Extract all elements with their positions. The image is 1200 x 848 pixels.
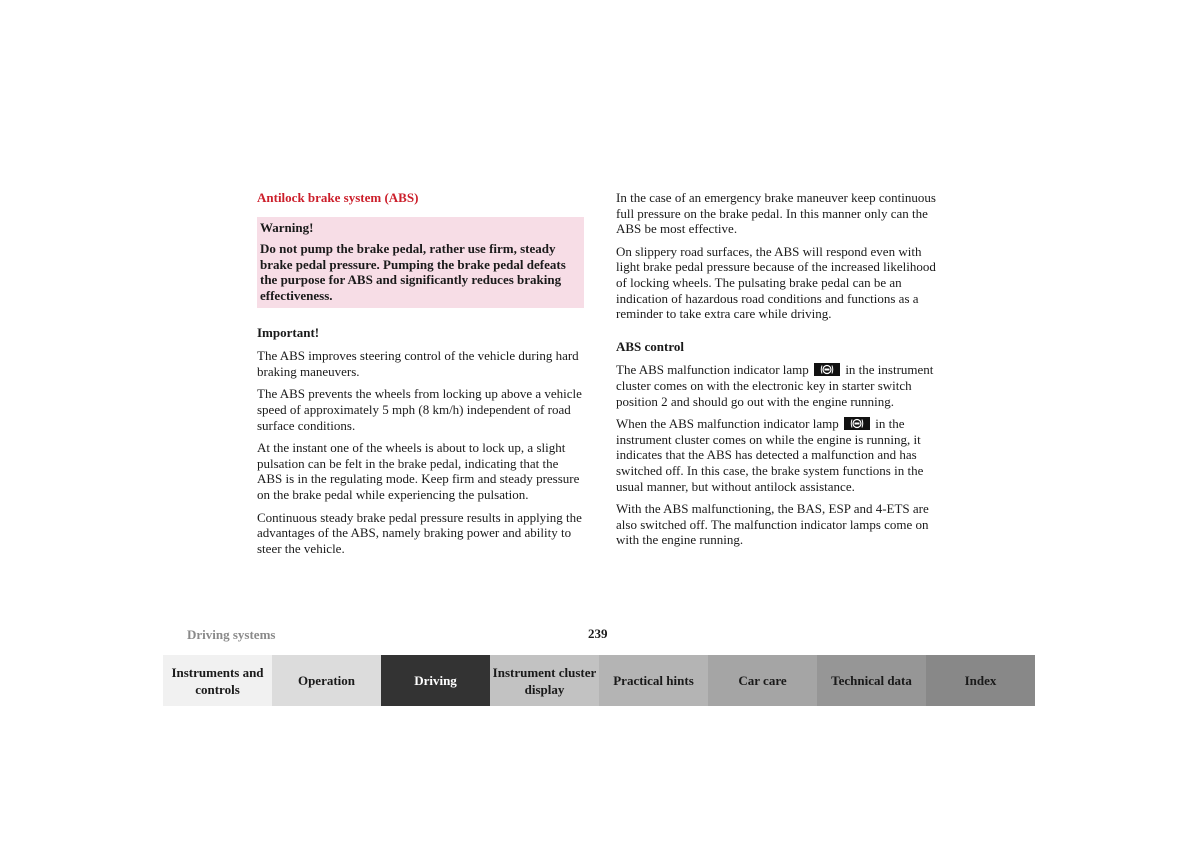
text-segment: The ABS malfunction indicator lamp (616, 362, 809, 378)
abs-control-heading: ABS control (616, 338, 685, 354)
left-column (257, 188, 585, 563)
paragraph: On slippery road surfaces, the ABS will respond even with light brake pedal pressure because of the increased likelihood of locking wheels. The pulsating brake pedal can be an indication of hazardous road conditions and functions as a reminder to take extra care while driving. (616, 243, 936, 322)
tab-practical-hints[interactable]: Practical hints (599, 655, 708, 706)
tab-instrument-cluster-display[interactable]: Instrument cluster display (490, 655, 599, 706)
tab-instruments-and-controls[interactable]: Instruments and controls (163, 655, 272, 706)
warning-body: Do not pump the brake pedal, rather use firm, steady brake pedal pressure. Pumping the brake pedal defeats the purpose for ABS and significantly reduces braking effectiveness. (260, 241, 566, 303)
tab-technical-data[interactable]: Technical data (817, 655, 926, 706)
paragraph: Continuous steady brake pedal pressure results in applying the advantages of the ABS, namely braking power and ability to steer the vehicle. (257, 509, 582, 556)
section-title: Antilock brake system (ABS) (257, 190, 419, 205)
abs-paragraph-2 (616, 416, 944, 494)
page-number: 239 (588, 626, 608, 641)
tab-driving[interactable]: Driving (381, 655, 490, 706)
paragraph: At the instant one of the wheels is about to lock up, a slight pulsation can be felt in the brake pedal, indicating that the ABS is in the regulating mode. Keep firm and steady pressure on the brake pedal while experiencing the pulsation. (257, 440, 580, 502)
abs-paragraph-3: With the ABS malfunctioning, the BAS, ESP and 4-ETS are also switched off. The malfunction indicator lamps come on with the engine running. (616, 501, 929, 548)
paragraph: In the case of an emergency brake maneuver keep continuous full pressure on the brake pedal. In this manner only can the ABS be most effective. (616, 190, 936, 237)
abs-indicator-lamp-icon (814, 363, 840, 376)
text-segment: When the ABS malfunction indicator lamp (616, 416, 839, 432)
tab-car-care[interactable]: Car care (708, 655, 817, 706)
text-segment: in the instrument cluster comes on with the electronic key in starter switch position 2 and should go out with the engine running. (616, 362, 934, 409)
tab-operation[interactable]: Operation (272, 655, 381, 706)
abs-paragraph-1 (616, 362, 944, 409)
abs-indicator-lamp-icon (844, 417, 870, 430)
paragraph: The ABS prevents the wheels from locking up above a vehicle speed of approximately 5 mph (8 km/h) independent of road surface conditions. (257, 386, 582, 433)
important-heading: Important! (257, 324, 320, 340)
tab-index[interactable]: Index (926, 655, 1035, 706)
right-column (616, 190, 944, 555)
chapter-tabs (163, 655, 1035, 706)
paragraph: The ABS improves steering control of the vehicle during hard braking maneuvers. (257, 348, 579, 379)
footer-section-label: Driving systems (187, 627, 276, 642)
text-segment: in the instrument cluster comes on while the engine is running, it indicates that the ABS has detected a malfunction and has switched off. In this case, the brake system functions in the usual manner, but without antilock assistance. (616, 416, 924, 494)
warning-box (257, 217, 584, 308)
warning-heading: Warning! (260, 219, 314, 235)
